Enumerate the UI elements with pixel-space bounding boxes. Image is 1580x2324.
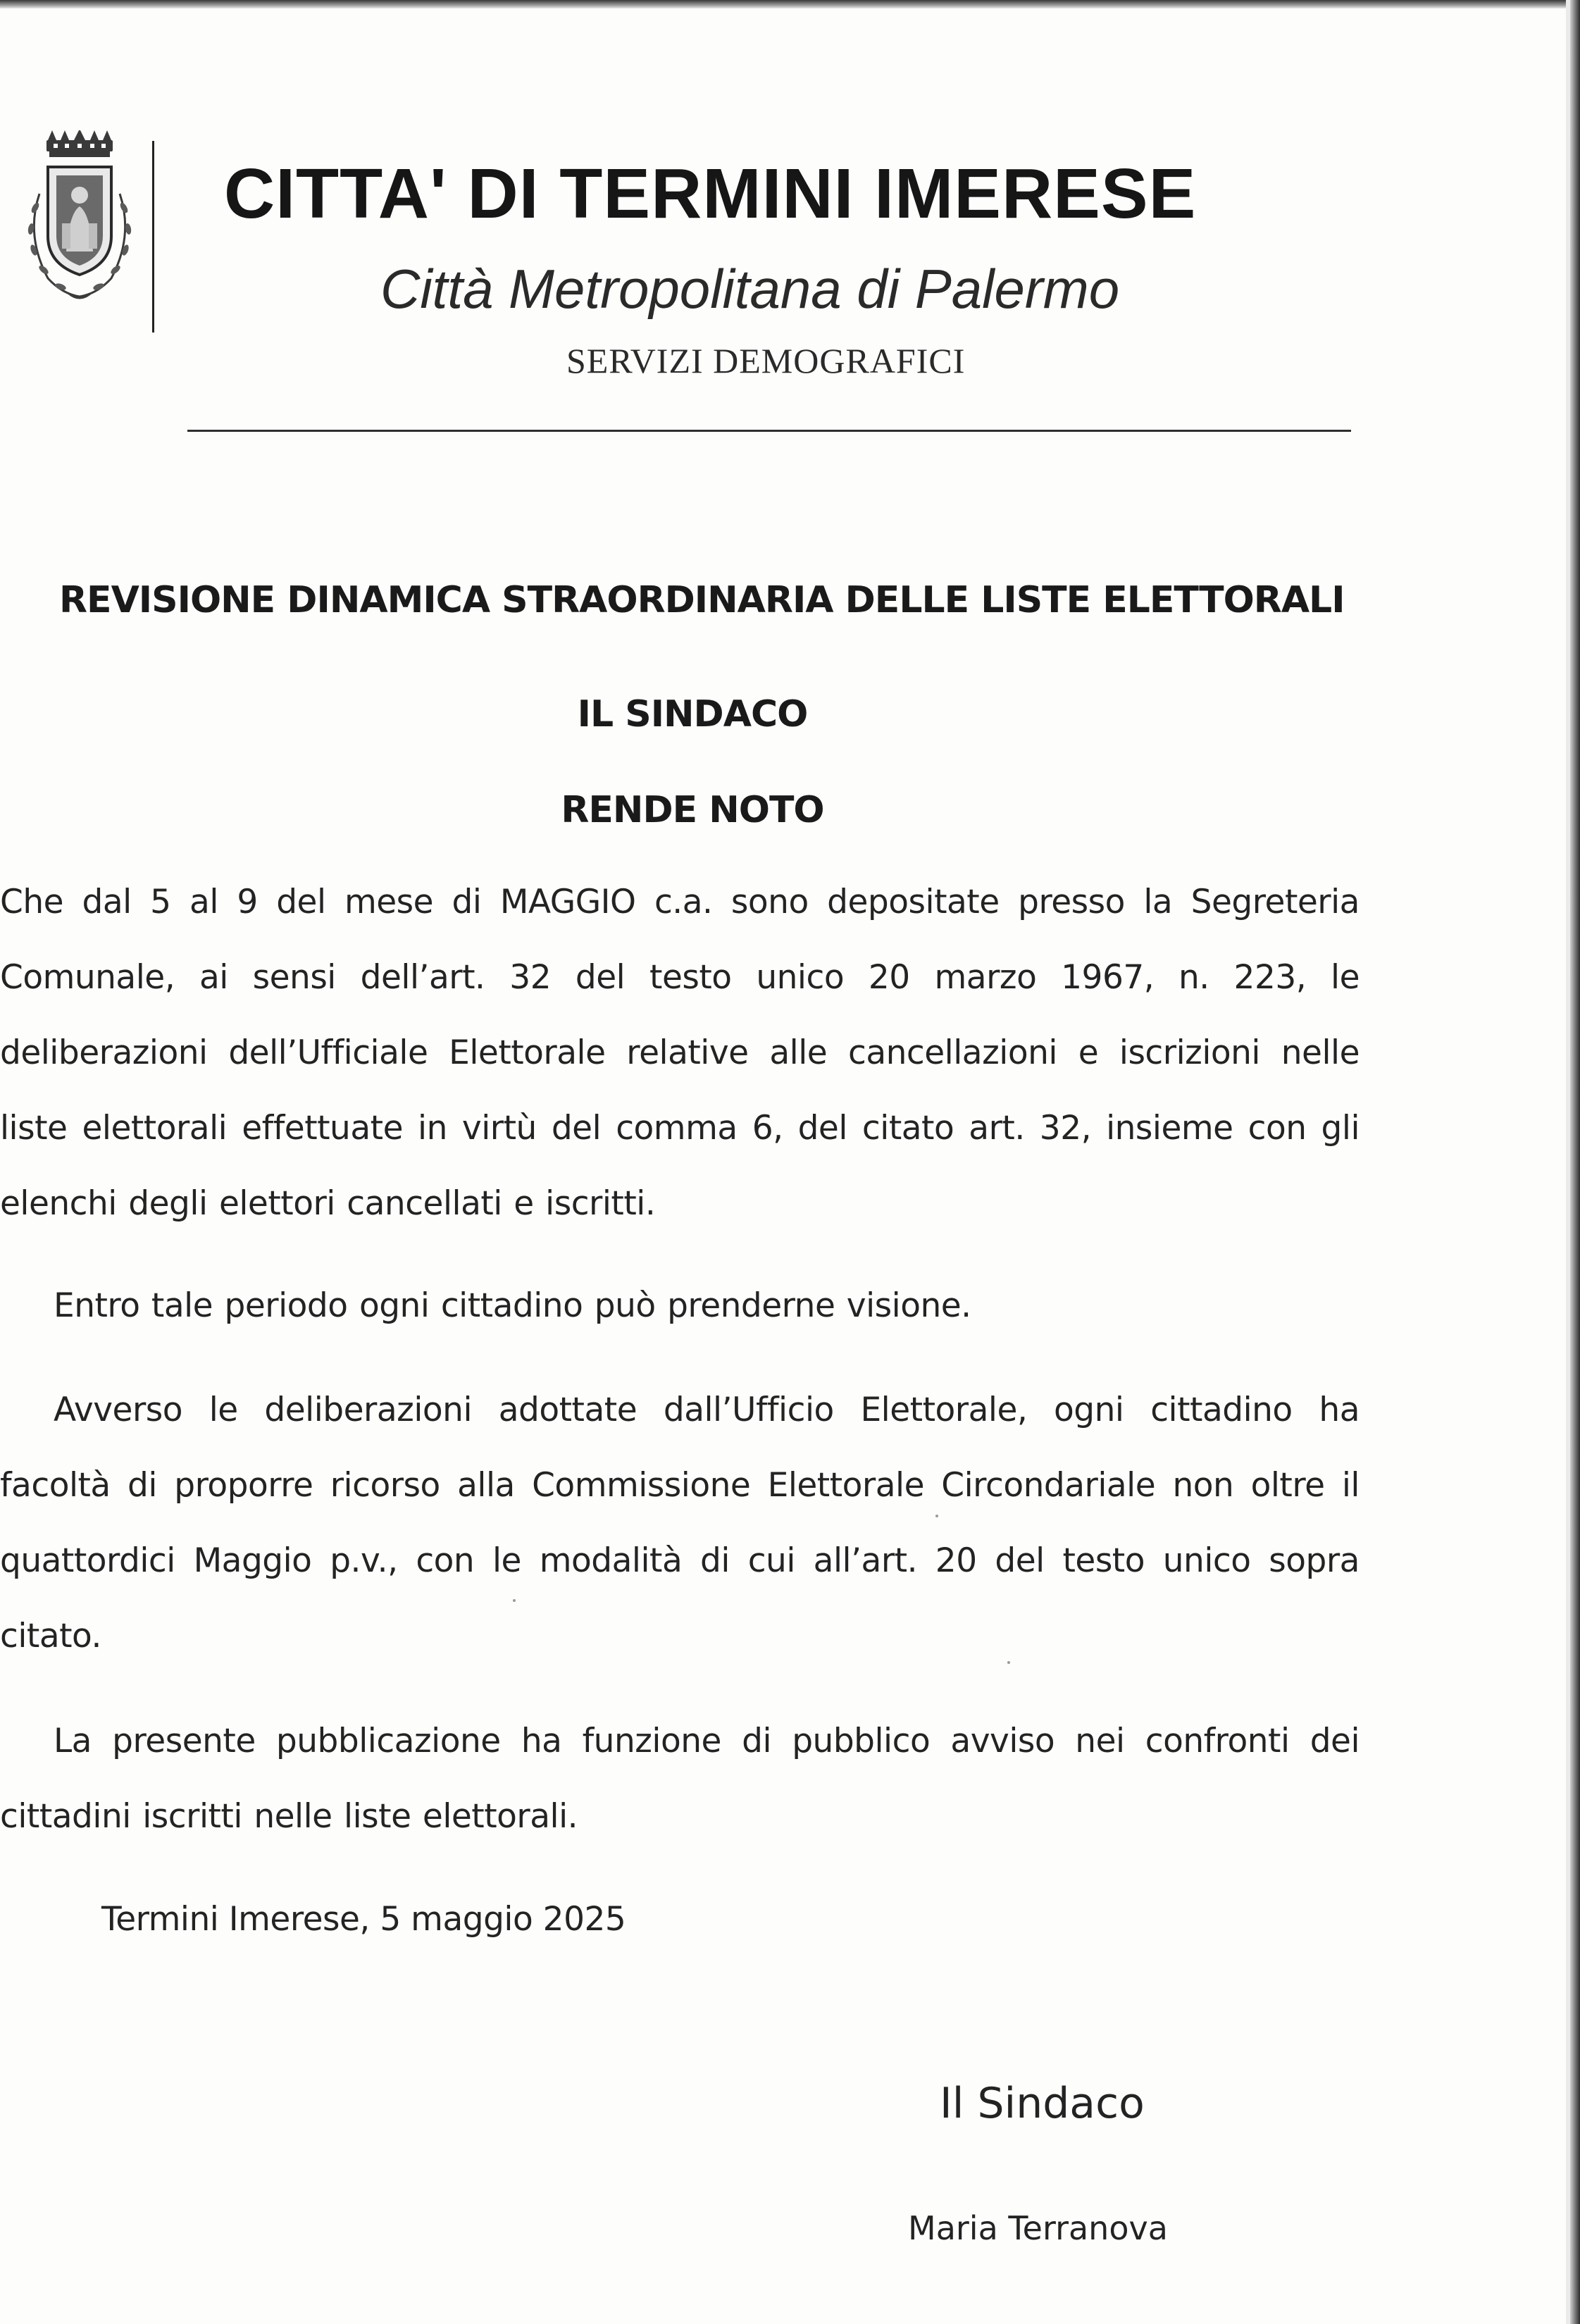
place-date: Termini Imerese, 5 maggio 2025 bbox=[101, 1900, 626, 1939]
notice-authority: IL SINDACO bbox=[577, 693, 808, 735]
signature-title: Il Sindaco bbox=[940, 2079, 1145, 2128]
notice-paragraph: La presente pubblicazione ha funzione di pubblico avviso nei confronti dei cittadini iscritti nelle liste elettorali. bbox=[0, 1722, 1360, 1836]
scan-edge-top bbox=[0, 0, 1571, 8]
scan-speck bbox=[513, 1599, 516, 1602]
notice-paragraph: Entro tale periodo ogni cittadino può prenderne visione. bbox=[54, 1286, 971, 1325]
signature-name: Maria Terranova bbox=[908, 2209, 1168, 2247]
scan-speck bbox=[1007, 1661, 1010, 1664]
notice-title: REVISIONE DINAMICA STRAORDINARIA DELLE LISTE ELETTORALI bbox=[59, 579, 1345, 621]
notice-paragraph: Che dal 5 al 9 del mese di MAGGIO c.a. sono depositate presso la Segreteria Comunale, ai sensi dell’art. 32 del testo unico 20 marzo 1967, n. 223, le deliberazioni dell’Ufficiale Elettorale relative alle cancellazioni e iscrizioni nelle liste elettorali effettuate in virtù del comma 6, del citato art. 32, insieme con gli elenchi degli elettori cancellati e iscritti. bbox=[0, 883, 1360, 1223]
header-divider bbox=[152, 141, 154, 333]
notice-paragraph: Avverso le deliberazioni adottate dall’Ufficio Elettorale, ogni cittadino ha facoltà di proporre ricorso alla Commissione Elettorale Circondariale non oltre il quattordici Maggio p.v., con le modalità di cui all’art. 20 del testo unico sopra citato. bbox=[0, 1391, 1360, 1655]
scan-speck bbox=[935, 1515, 938, 1517]
notice-announcement: RENDE NOTO bbox=[561, 789, 824, 831]
coat-of-arms-icon bbox=[20, 130, 139, 303]
city-subtitle: Città Metropolitana di Palermo bbox=[380, 258, 1120, 320]
city-title: CITTA' DI TERMINI IMERESE bbox=[224, 154, 1197, 233]
header-rule bbox=[187, 430, 1351, 432]
scan-edge-right bbox=[1570, 0, 1580, 2324]
department-name: SERVIZI DEMOGRAFICI bbox=[566, 341, 966, 380]
